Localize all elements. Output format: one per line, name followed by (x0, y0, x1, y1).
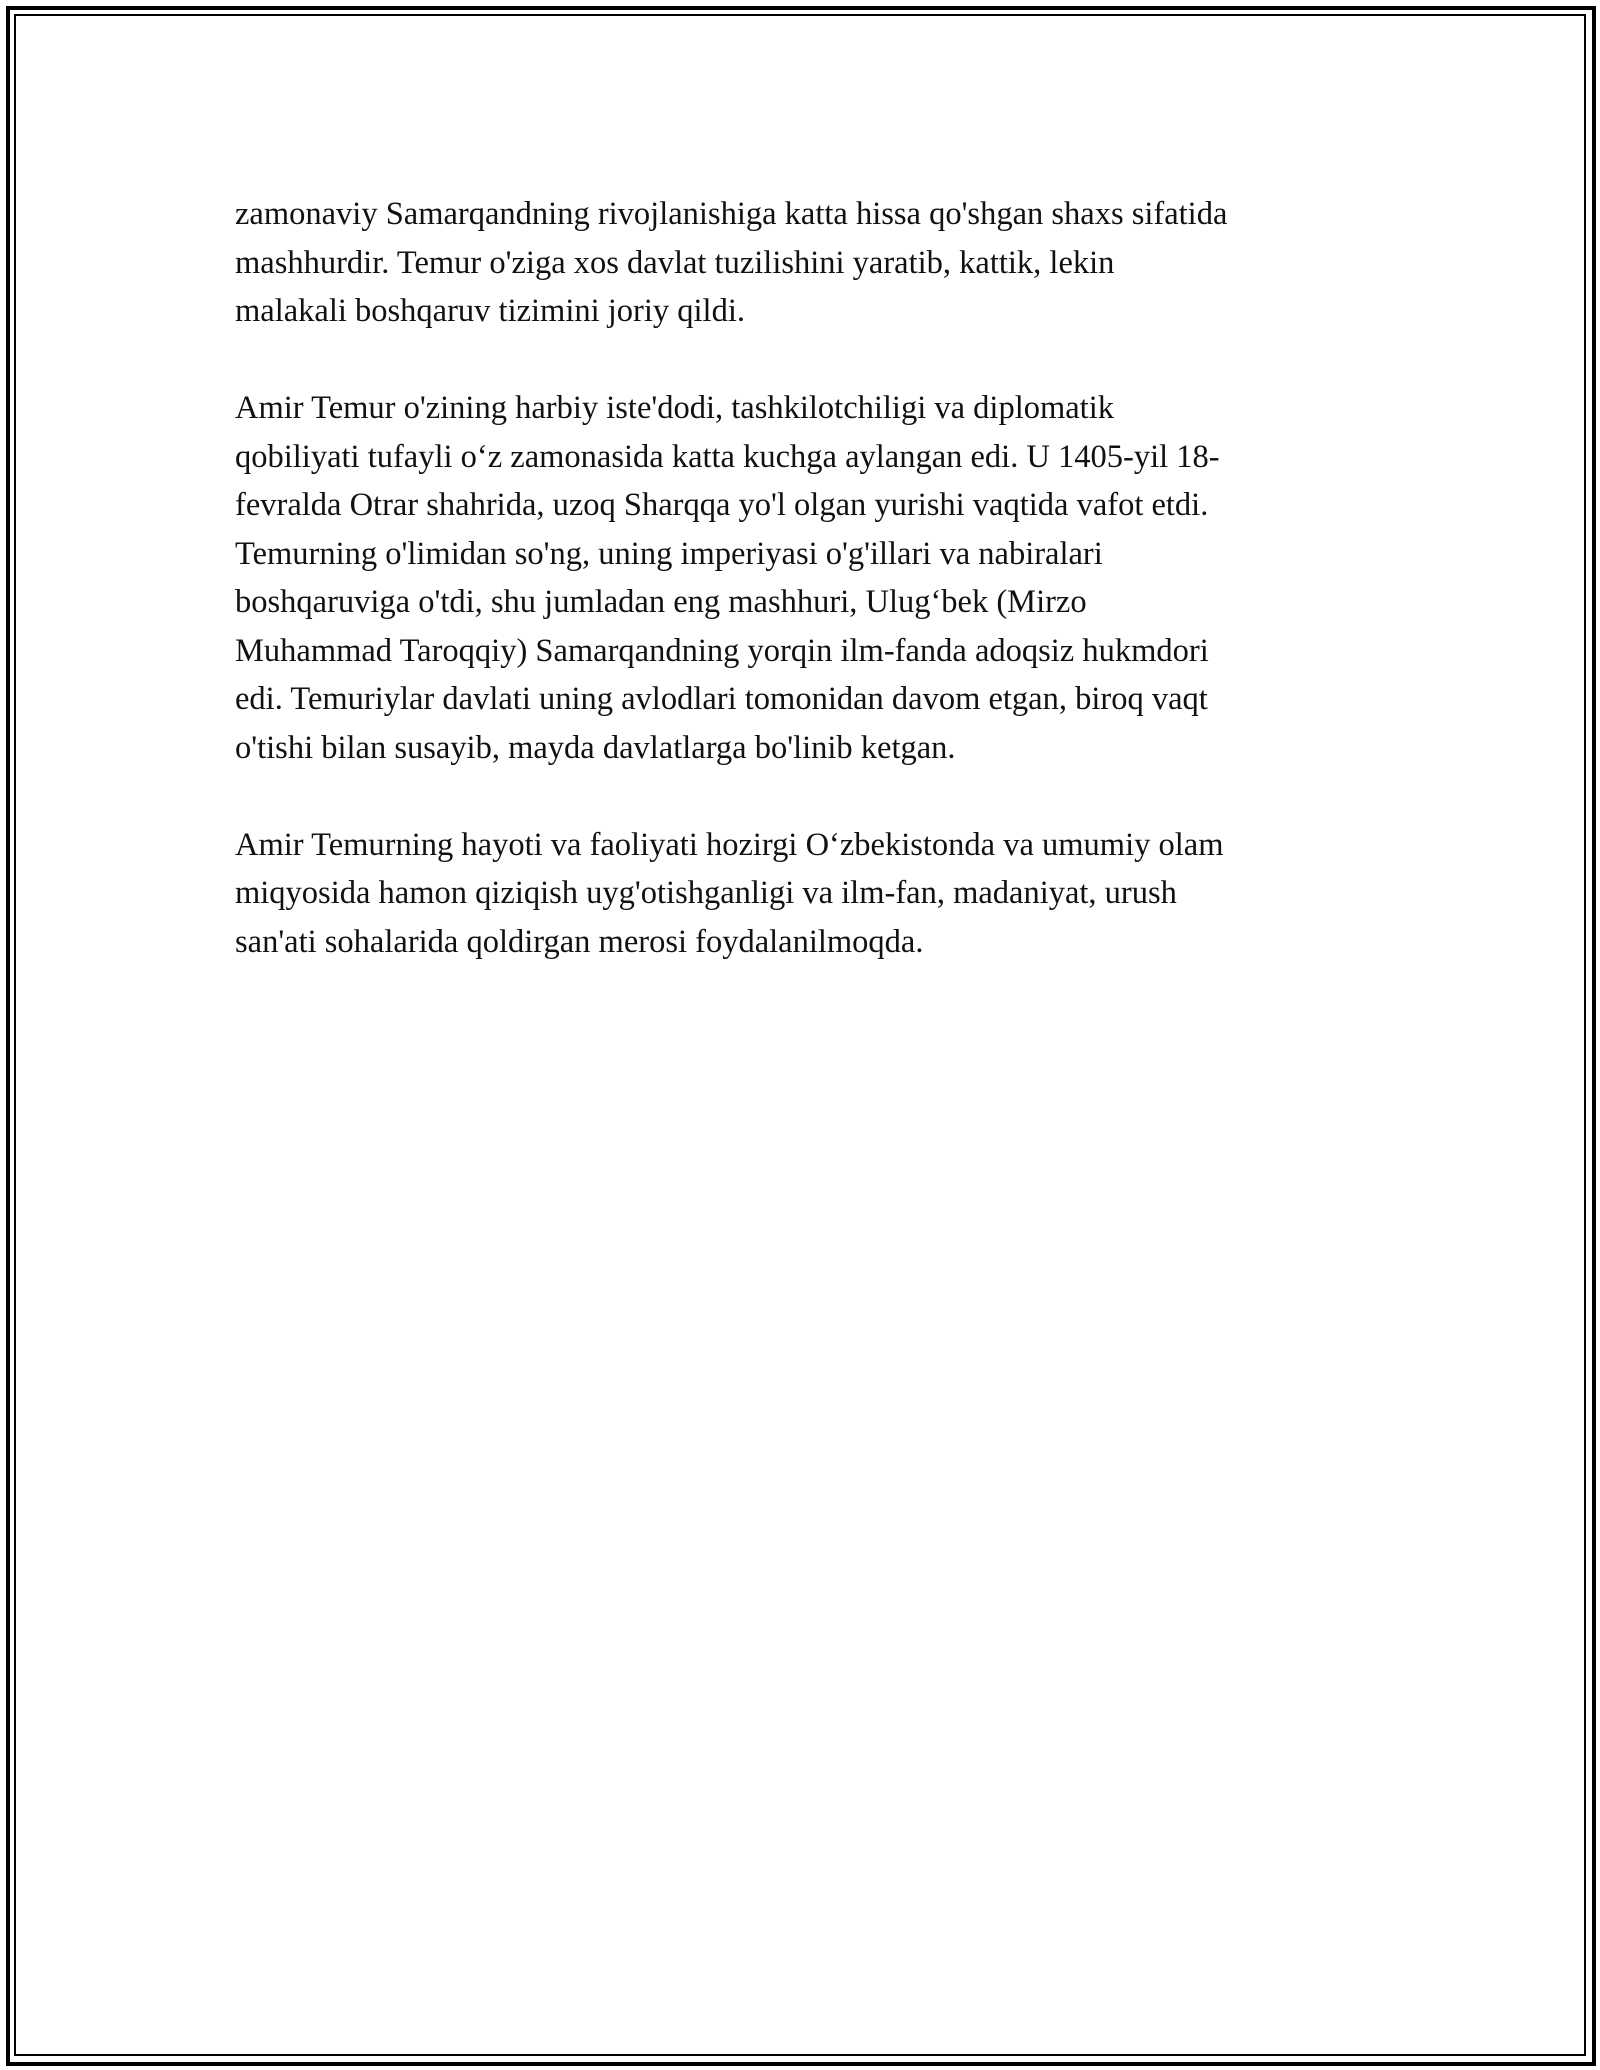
paragraph-line: Amir Temur o'zining harbiy iste'dodi, tashkilotchiligi va diplomatik (235, 390, 1114, 426)
paragraph-3 (235, 821, 1365, 967)
paragraph-line: miqyosida hamon qiziqish uyg'otishganligi va ilm-fan, madaniyat, urush (235, 875, 1177, 911)
paragraph-line: o'tishi bilan susayib, mayda davlatlarga bo'linib ketgan. (235, 729, 956, 766)
paragraph-line: san'ati sohalarida qoldirgan merosi foydalanilmoqda. (235, 923, 924, 960)
paragraph-line: malakali boshqaruv tizimini joriy qildi. (235, 293, 745, 329)
paragraph-line: qobiliyati tufayli o‘z zamonasida katta kuchga aylangan edi. U 1405-yil 18- (235, 438, 1220, 475)
paragraph-line: zamonaviy Samarqandning rivojlanishiga katta hissa qo'shgan shaxs sifatida (235, 196, 1228, 232)
paragraph-line: Amir Temurning hayoti va faoliyati hozirgi O‘zbekistonda va umumiy olam (235, 826, 1224, 863)
paragraph-line: Muhammad Taroqqiy) Samarqandning yorqin ilm-fanda adoqsiz hukmdori (235, 632, 1209, 669)
document-body (235, 190, 1365, 1015)
paragraph-line: boshqaruviga o'tdi, shu jumladan eng mashhuri, Ulug‘bek (Mirzo (235, 584, 1087, 620)
paragraph-line: Temurning o'limidan so'ng, uning imperiyasi o'g'illari va nabiralari (235, 535, 1103, 572)
paragraph-line: edi. Temuriylar davlati uning avlodlari tomonidan davom etgan, biroq vaqt (235, 681, 1208, 717)
paragraph-line: mashhurdir. Temur o'ziga xos davlat tuzilishini yaratib, kattik, lekin (235, 244, 1115, 281)
paragraph-1 (235, 190, 1365, 336)
paragraph-line: fevralda Otrar shahrida, uzoq Sharqqa yo'l olgan yurishi vaqtida vafot etdi. (235, 487, 1209, 523)
paragraph-2 (235, 384, 1365, 772)
